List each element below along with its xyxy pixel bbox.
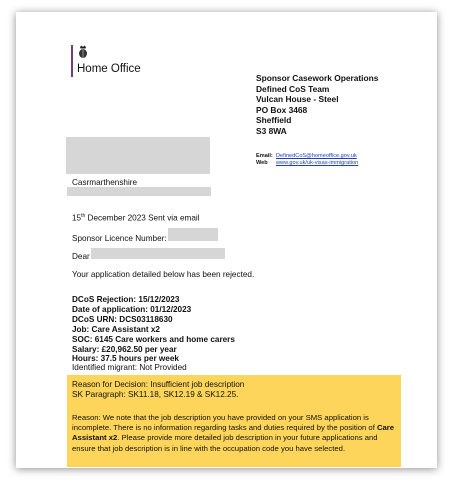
contact-block (256, 153, 358, 168)
logo-bar (71, 45, 73, 77)
identified-migrant: Identified migrant: Not Provided (72, 363, 187, 372)
detail-line: DCoS URN: DCS03118630 (72, 314, 173, 324)
reason-header (72, 380, 244, 400)
email-label: Email: (256, 153, 273, 159)
letter-date: 15th December 2023 Sent via email (72, 213, 200, 223)
address-line: Sheffield (256, 115, 292, 126)
redacted-postcode (67, 187, 211, 196)
web-label: Web (256, 160, 268, 167)
web-link[interactable]: www.gov.uk/uk-visas-immigration (276, 160, 359, 167)
detail-line: DCoS Rejection: 15/12/2023 (72, 295, 180, 304)
redacted-licence-number (168, 228, 218, 241)
org-name: Home Office (77, 63, 141, 75)
recipient-county: Casrmarthenshire (72, 178, 138, 187)
sender-address (256, 73, 378, 137)
detail-line: Salary: £20,962.50 per year (72, 344, 177, 354)
detail-line: SOC: 6145 Care workers and home carers (72, 334, 235, 344)
address-line: PO Box 3468 (256, 104, 308, 115)
job-title-bold: Care Assistant x2 (72, 423, 395, 443)
salutation: Dear (72, 252, 90, 261)
rejection-intro: Your application detailed below has been rejected. (72, 270, 255, 279)
licence-label: Sponsor Licence Number: (72, 234, 167, 243)
letter-page (16, 12, 437, 468)
detail-line: Hours: 37.5 hours per week (72, 354, 179, 364)
royal-crest-icon (77, 45, 89, 59)
address-line: S3 8WA (256, 125, 287, 136)
application-details (72, 295, 235, 364)
address-line: Sponsor Casework Operations (256, 73, 379, 83)
detail-line: Date of application: 01/12/2023 (72, 304, 192, 314)
reason-text: Reason: We note that the job description you have provided on your SMS application is incomplete. There is no information regarding tasks and duties required by the position of Care Assistant x2. Please provide more detailed job description in your future applications and ensure that job description is in line with the occupation code you have selected. (72, 413, 395, 453)
address-line: Defined CoS Team (256, 83, 330, 94)
reason-paragraph: SK Paragraph: SK11.18, SK12.19 & SK12.25. (72, 390, 239, 399)
redacted-recipient-name (66, 137, 210, 174)
reason-decision: Reason for Decision: Insufficient job description (72, 380, 245, 389)
email-link[interactable]: DefinedCoS@homeoffice.gov.uk (276, 153, 357, 159)
address-line: Vulcan House - Steel (256, 94, 339, 105)
reason-box (67, 375, 401, 467)
detail-line: Job: Care Assistant x2 (72, 324, 160, 334)
redacted-addressee (91, 248, 225, 259)
